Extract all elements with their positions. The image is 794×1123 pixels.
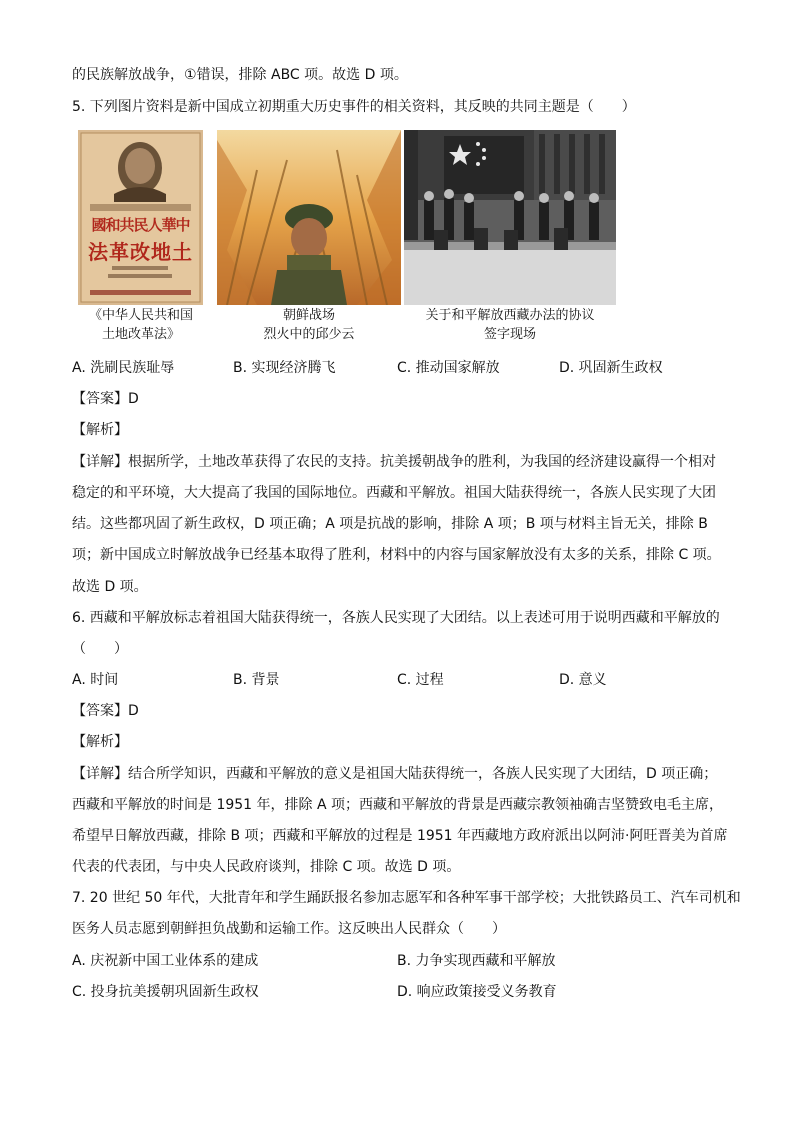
caption-tibet-agreement-line-1: 关于和平解放西藏办法的协议 bbox=[425, 308, 595, 323]
caption-tibet-agreement bbox=[404, 306, 616, 344]
caption-qiu-shaoyun bbox=[229, 306, 389, 344]
question-5-stem: 5. 下列图片资料是新中国成立初期重大历史事件的相关资料，其反映的共同主题是（ ） bbox=[72, 99, 636, 115]
q6-option-b: B. 背景 bbox=[233, 672, 280, 688]
tibet-agreement-photo bbox=[404, 130, 616, 305]
tibet-agreement-photo-icon bbox=[404, 130, 616, 305]
question-6-stem-line-2: （ ） bbox=[72, 641, 128, 657]
q5-option-a: A. 洗刷民族耻辱 bbox=[72, 360, 175, 376]
q5-detail-line-2: 稳定的和平环境，大大提高了我国的国际地位。西藏和平解放。祖国大陆获得统一，各族人民实现了大团 bbox=[72, 485, 716, 501]
caption-qiu-shaoyun-line-1: 朝鲜战场 bbox=[282, 308, 335, 323]
q5-answer: 【答案】D bbox=[72, 391, 139, 407]
caption-land-reform-law bbox=[66, 306, 216, 344]
qiu-shaoyun-painting bbox=[217, 130, 401, 305]
q5-detail-line-3: 结。这些都巩固了新生政权，D 项正确；A 项是抗战的影响，排除 A 项；B 项与材料主旨无关，排除 B bbox=[72, 516, 708, 532]
q5-detail-line-5: 故选 D 项。 bbox=[72, 579, 148, 595]
q5-option-c: C. 推动国家解放 bbox=[397, 360, 500, 376]
question-6-stem-line-1: 6. 西藏和平解放标志着祖国大陆获得统一，各族人民实现了大团结。以上表述可用于说明西藏和平解放的 bbox=[72, 610, 720, 626]
caption-land-reform-law-line-1: 《中华人民共和国 bbox=[88, 308, 193, 323]
q5-analysis-label: 【解析】 bbox=[72, 422, 128, 438]
q6-option-c: C. 过程 bbox=[397, 672, 444, 688]
q5-detail-line-1: 【详解】根据所学，土地改革获得了农民的支持。抗美援朝战争的胜利，为我国的经济建设赢得一个相对 bbox=[72, 454, 716, 470]
q6-detail-line-4: 代表的代表团，与中央人民政府谈判，排除 C 项。故选 D 项。 bbox=[72, 859, 461, 875]
q5-option-d: D. 巩固新生政权 bbox=[559, 360, 663, 376]
q6-option-d: D. 意义 bbox=[559, 672, 607, 688]
q7-option-c: C. 投身抗美援朝巩固新生政权 bbox=[72, 984, 259, 1000]
q6-answer: 【答案】D bbox=[72, 703, 139, 719]
caption-tibet-agreement-line-2: 签字现场 bbox=[483, 327, 536, 342]
q6-detail-line-2: 西藏和平解放的时间是 1951 年，排除 A 项；西藏和平解放的背景是西藏宗教领袖确吉坚赞致电毛主席， bbox=[72, 797, 724, 813]
poster-title-line-2: 法革改地土 bbox=[88, 240, 193, 264]
q7-option-b: B. 力争实现西藏和平解放 bbox=[397, 953, 556, 969]
caption-qiu-shaoyun-line-2: 烈火中的邱少云 bbox=[263, 327, 355, 342]
q5-option-b: B. 实现经济腾飞 bbox=[233, 360, 336, 376]
question-7-stem-line-2: 医务人员志愿到朝鲜担负战勤和运输工作。这反映出人民群众（ ） bbox=[72, 921, 506, 937]
previous-answer-ending: 的民族解放战争，①错误，排除 ABC 项。故选 D 项。 bbox=[72, 67, 408, 83]
q7-option-d: D. 响应政策接受义务教育 bbox=[397, 984, 557, 1000]
q6-analysis-label: 【解析】 bbox=[72, 734, 128, 750]
q5-detail-line-4: 项；新中国成立时解放战争已经基本取得了胜利，材料中的内容与国家解放没有太多的关系，排除 C 项。 bbox=[72, 547, 721, 563]
question-7-stem-line-1: 7. 20 世纪 50 年代，大批青年和学生踊跃报名参加志愿军和各种军事干部学校；大批铁路员工、汽车司机和 bbox=[72, 890, 741, 906]
q7-option-a: A. 庆祝新中国工业体系的建成 bbox=[72, 953, 259, 969]
q6-detail-line-3: 希望早日解放西藏，排除 B 项；西藏和平解放的过程是 1951 年西藏地方政府派出以阿沛·阿旺晋美为首席 bbox=[72, 828, 728, 844]
q6-option-a: A. 时间 bbox=[72, 672, 119, 688]
caption-land-reform-law-line-2: 土地改革法》 bbox=[101, 327, 180, 342]
qiu-shaoyun-painting-icon bbox=[217, 130, 401, 305]
q6-detail-line-1: 【详解】结合所学知识，西藏和平解放的意义是祖国大陆获得统一，各族人民实现了大团结，D 项正确； bbox=[72, 766, 718, 782]
land-reform-law-poster bbox=[78, 130, 203, 305]
poster-title-line-1: 國和共民人華中 bbox=[91, 216, 190, 234]
